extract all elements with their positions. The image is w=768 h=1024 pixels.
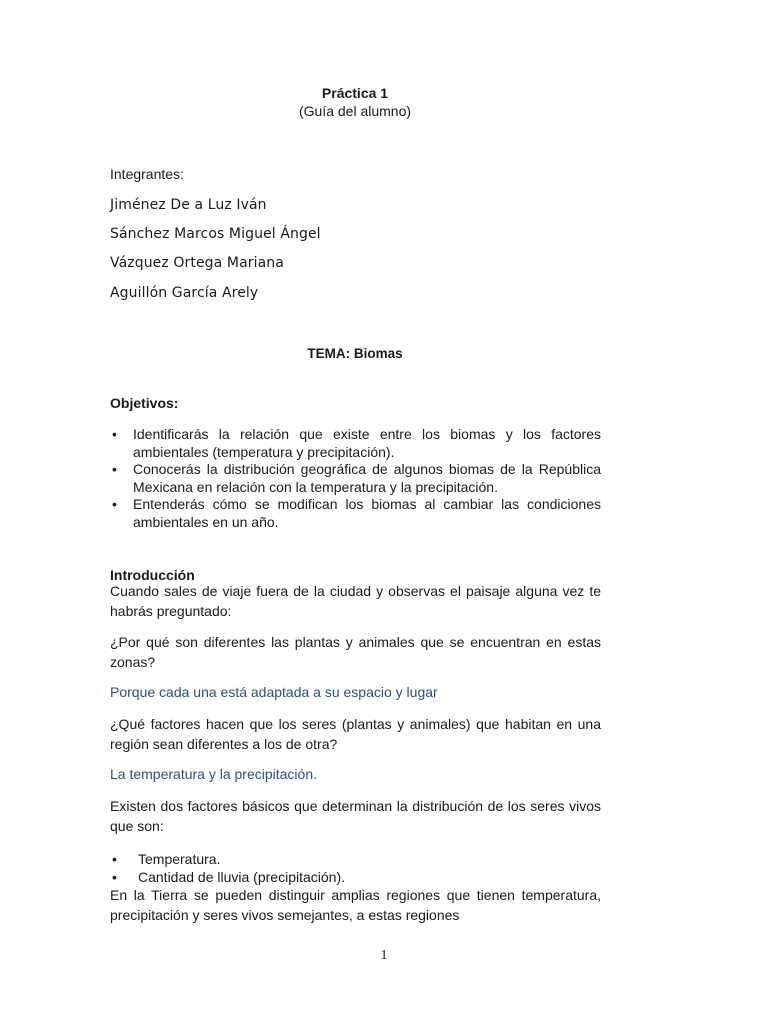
- factors-list: [110, 850, 601, 886]
- introduction-heading: Introducción: [110, 567, 195, 583]
- objective-item: • Identificarás la relación que existe entre los biomas y los factores ambientales (temperatura y precipitación).: [110, 426, 601, 461]
- answer-1: Porque cada una está adaptada a su espacio y lugar: [110, 684, 438, 700]
- answer-2: La temperatura y la precipitación.: [110, 766, 317, 782]
- topic-heading: TEMA: Biomas: [307, 346, 403, 361]
- member-name: Aguillón García Arely: [110, 285, 259, 301]
- member-name: Vázquez Ortega Mariana: [110, 255, 284, 271]
- objectives-list: [110, 426, 601, 531]
- page-number: 1: [380, 948, 388, 963]
- members-label: Integrantes:: [110, 166, 184, 182]
- page-subtitle: (Guía del alumno): [298, 103, 412, 119]
- factor-item: • Temperatura.: [110, 850, 601, 868]
- factors-paragraph: Existen dos factores básicos que determinan la distribución de los seres vivos que son:: [110, 798, 601, 834]
- objectives-heading: Objetivos:: [110, 395, 179, 411]
- page-title: Práctica 1: [321, 85, 389, 101]
- member-name: Sánchez Marcos Miguel Ángel: [110, 226, 321, 242]
- regions-paragraph: En la Tierra se pueden distinguir amplias regiones que tienen temperatura, precipitación y seres vivos semejantes, a estas regiones: [110, 887, 601, 923]
- intro-paragraph: Cuando sales de viaje fuera de la ciudad y observas el paisaje alguna vez te habrás preguntado:: [110, 583, 601, 619]
- objective-item: • Entenderás cómo se modifican los biomas al cambiar las condiciones ambientales en un año.: [110, 496, 601, 531]
- objective-item: • Conocerás la distribución geográfica de algunos biomas de la República Mexicana en relación con la temperatura y la precipitación.: [110, 461, 601, 496]
- question-2: ¿Qué factores hacen que los seres (plantas y animales) que habitan en una región sean diferentes a los de otra?: [110, 716, 601, 752]
- question-1: ¿Por qué son diferentes las plantas y animales que se encuentran en estas zonas?: [110, 634, 601, 670]
- member-name: Jiménez De a Luz Iván: [110, 197, 267, 213]
- factor-item: • Cantidad de lluvia (precipitación).: [110, 868, 601, 886]
